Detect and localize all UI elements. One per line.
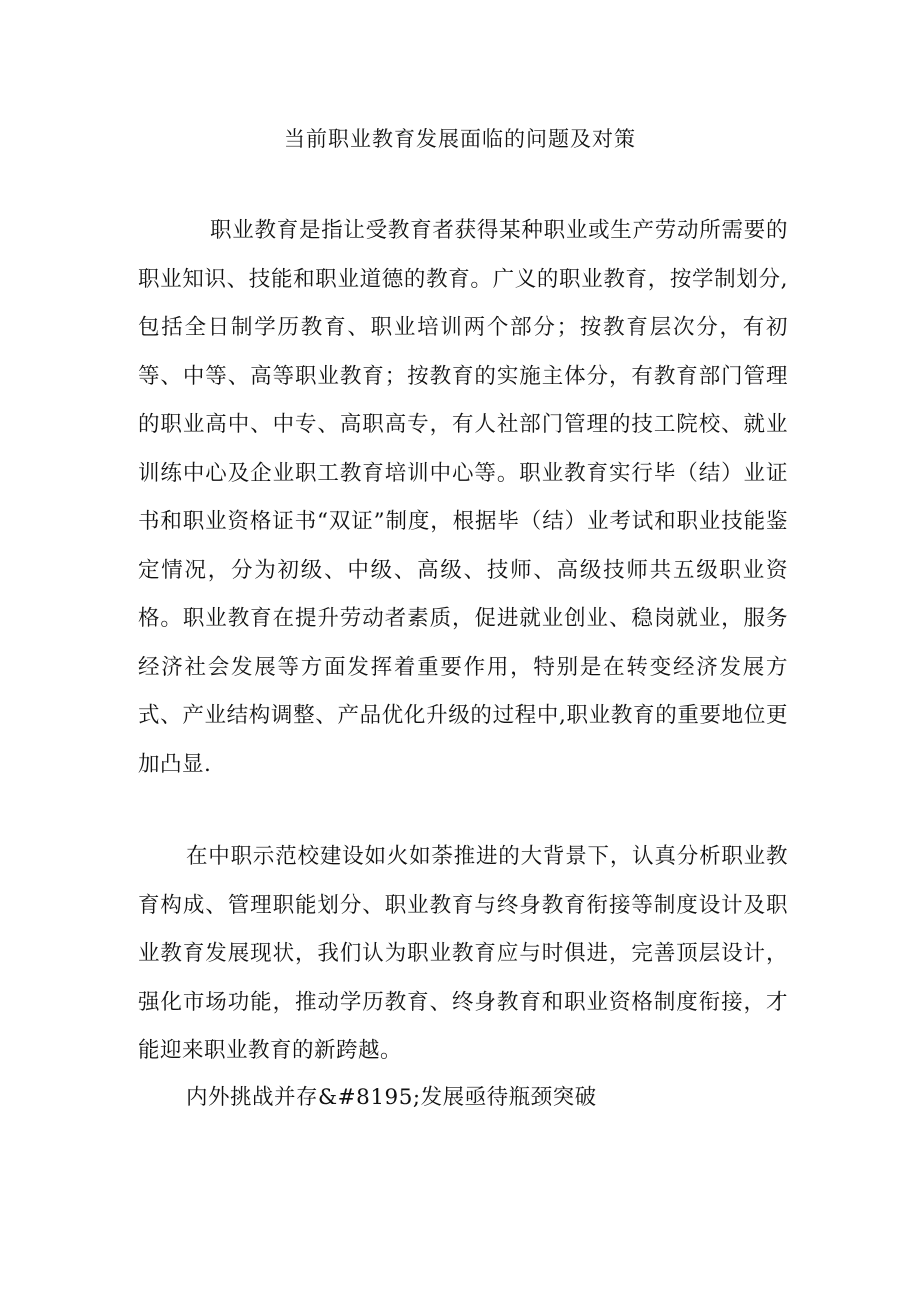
paragraph-background: 在中职示范校建设如火如荼推进的大背景下，认真分析职业教育构成、管理职能划分、职业教育与终身教育衔接等制度设计及职业教育发展现状，我们认为职业教育应与时俱进，完善顶层设计，强化市场功能，推动学历教育、终身教育和职业资格制度衔接，才能迎来职业教育的新跨越。 [138, 844, 788, 1063]
section-subheading: 内外挑战并存&#8195;发展亟待瓶颈突破 [186, 1085, 597, 1110]
document-title: 当前职业教育发展面临的问题及对策 [284, 127, 636, 151]
paragraph-intro: 职业教育是指让受教育者获得某种职业或生产劳动所需要的职业知识、技能和职业道德的教育。广义的职业教育，按学制划分,包括全日制学历教育、职业培训两个部分；按教育层次分，有初等、中等、高等职业教育；按教育的实施主体分，有教育部门管理的职业高中、中专、高职高专，有人社部门管理的技工院校、就业训练中心及企业职工教育培训中心等。职业教育实行毕（结）业证书和职业资格证书“双证”制度，根据毕（结）业考试和职业技能鉴定情况，分为初级、中级、高级、技师、高级技师共五级职业资格。职业教育在提升劳动者素质，促进就业创业、稳岗就业，服务经济社会发展等方面发挥着重要作用，特别是在转变经济发展方式、产业结构调整、产品优化升级的过程中,职业教育的重要地位更加凸显. [138, 218, 788, 777]
